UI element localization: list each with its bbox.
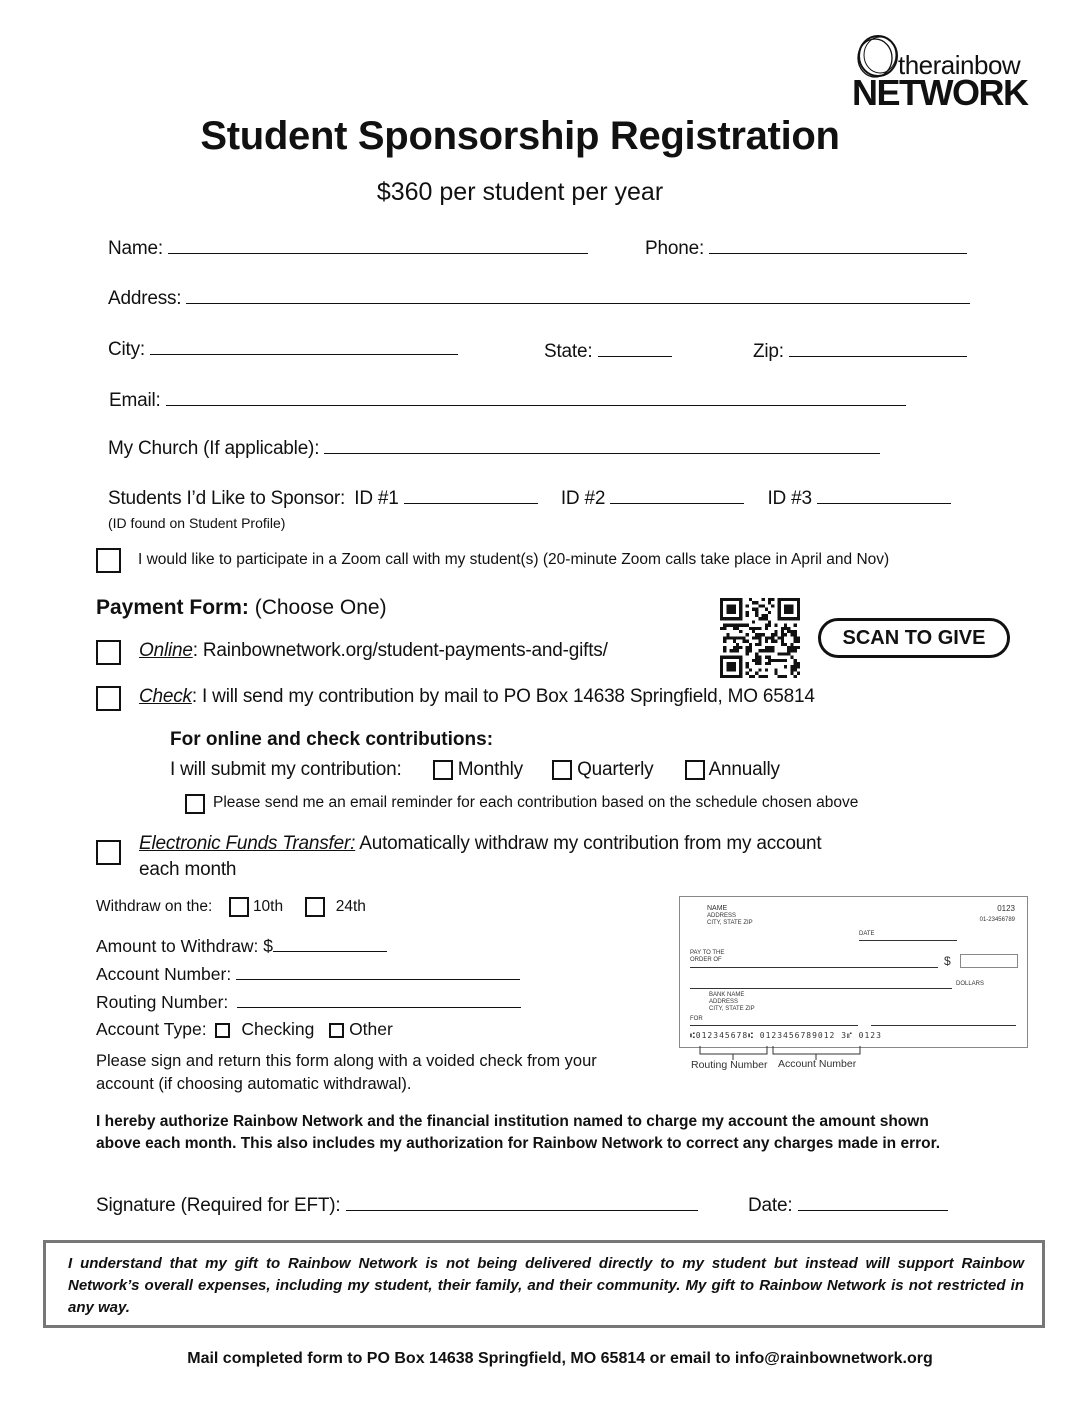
eft-label: Electronic Funds Transfer: bbox=[139, 833, 356, 854]
zoom-call-label: I would like to participate in a Zoom call with my student(s) (20-minute Zoom calls take place in April and Nov) bbox=[138, 551, 890, 568]
eft-instructions-line2: account (if choosing automatic withdrawal). bbox=[96, 1075, 412, 1093]
eft-text: Automatically withdraw my contribution from my account bbox=[355, 833, 822, 854]
day-10th-label: 10th bbox=[252, 898, 284, 916]
zip-input[interactable] bbox=[789, 342, 967, 357]
check-checkbox[interactable] bbox=[96, 686, 121, 711]
email-reminder-checkbox[interactable] bbox=[185, 794, 205, 814]
student-id1-label: ID #1 bbox=[354, 488, 399, 509]
name-input[interactable] bbox=[168, 239, 588, 254]
church-label: My Church (If applicable): bbox=[108, 438, 320, 459]
monthly-label: Monthly bbox=[457, 759, 523, 780]
email-input[interactable] bbox=[166, 391, 906, 406]
check-bank-address: ADDRESS bbox=[709, 999, 739, 1005]
signature-field[interactable] bbox=[96, 1195, 698, 1217]
footer-mail-instructions: Mail completed form to PO Box 14638 Springfield, MO 65814 or email to info@rainbownetwork.org bbox=[187, 1350, 933, 1367]
address-input[interactable] bbox=[186, 289, 970, 304]
routing-number-input[interactable] bbox=[237, 993, 521, 1008]
frequency-label: I will submit my contribution: bbox=[170, 759, 402, 780]
email-reminder-label: Please send me an email reminder for each contribution based on the schedule chosen above bbox=[213, 794, 859, 811]
address-field[interactable] bbox=[108, 288, 970, 310]
account-number-caption: Account Number bbox=[778, 1058, 857, 1070]
check-name: NAME bbox=[707, 905, 728, 912]
phone-field[interactable] bbox=[645, 238, 967, 260]
payment-heading-rest: (Choose One) bbox=[248, 596, 387, 619]
checking-label: Checking bbox=[241, 1019, 315, 1039]
check-bank-city: CITY, STATE ZIP bbox=[709, 1006, 755, 1012]
withdraw-row bbox=[96, 897, 366, 917]
account-type-row bbox=[96, 1019, 393, 1040]
signature-label: Signature (Required for EFT): bbox=[96, 1195, 341, 1216]
student-id3-input[interactable] bbox=[817, 489, 951, 504]
annually-label: Annually bbox=[708, 759, 780, 780]
check-payto-1: PAY TO THE bbox=[690, 950, 725, 956]
name-label: Name: bbox=[108, 238, 163, 259]
day-10th-checkbox[interactable] bbox=[229, 897, 249, 917]
students-row bbox=[108, 488, 951, 510]
online-option bbox=[139, 640, 608, 662]
city-input[interactable] bbox=[150, 340, 458, 355]
online-url[interactable]: : Rainbownetwork.org/student-payments-and-gifts/ bbox=[192, 640, 608, 661]
check-dollars-label: DOLLARS bbox=[956, 981, 985, 987]
email-field[interactable] bbox=[109, 390, 906, 412]
day-24th-checkbox[interactable] bbox=[305, 897, 325, 917]
city-field[interactable] bbox=[108, 339, 458, 361]
zip-label: Zip: bbox=[753, 341, 784, 362]
city-label: City: bbox=[108, 339, 146, 360]
email-label: Email: bbox=[109, 390, 161, 411]
disclaimer-text: I understand that my gift to Rainbow Network is not being delivered directly to my student but instead will support Rainbow Network’s overall expenses, including my student, their family, and their community. My gift to Rainbow Network is not restricted in any way. bbox=[68, 1255, 1024, 1316]
check-number: 0123 bbox=[997, 904, 1015, 913]
eft-checkbox[interactable] bbox=[96, 840, 121, 865]
monthly-checkbox[interactable] bbox=[433, 760, 453, 780]
quarterly-checkbox[interactable] bbox=[552, 760, 572, 780]
payment-heading bbox=[96, 596, 387, 620]
annually-checkbox[interactable] bbox=[685, 760, 705, 780]
eft-instructions bbox=[96, 1050, 597, 1096]
check-date-label: DATE bbox=[859, 931, 875, 937]
online-label: Online bbox=[139, 640, 193, 661]
qr-code-icon[interactable] bbox=[720, 598, 800, 678]
date-field[interactable] bbox=[748, 1195, 948, 1217]
phone-label: Phone: bbox=[645, 238, 705, 259]
eft-text-line2: each month bbox=[139, 859, 237, 880]
disclaimer-box bbox=[43, 1240, 1045, 1328]
check-city: CITY, STATE ZIP bbox=[707, 920, 753, 926]
page-title: Student Sponsorship Registration bbox=[200, 114, 840, 158]
quarterly-label: Quarterly bbox=[577, 759, 654, 780]
address-label: Address: bbox=[108, 288, 182, 309]
other-checkbox[interactable] bbox=[329, 1023, 344, 1038]
state-label: State: bbox=[544, 341, 593, 362]
check-option bbox=[139, 686, 815, 708]
church-input[interactable] bbox=[324, 439, 880, 454]
logo-small-text: therainbow bbox=[898, 50, 1021, 80]
payment-heading-bold: Payment Form: bbox=[96, 596, 249, 619]
student-id3-label: ID #3 bbox=[767, 488, 812, 509]
amount-label: Amount to Withdraw: $ bbox=[96, 936, 274, 956]
day-24th-label: 24th bbox=[335, 898, 366, 916]
student-id2-input[interactable] bbox=[610, 489, 744, 504]
amount-input[interactable] bbox=[273, 937, 387, 952]
amount-field[interactable] bbox=[96, 936, 387, 957]
online-checkbox[interactable] bbox=[96, 640, 121, 665]
scan-to-give-button[interactable]: SCAN TO GIVE bbox=[818, 618, 1010, 658]
page-subtitle: $360 per student per year bbox=[376, 178, 664, 206]
check-dollar-sign: $ bbox=[944, 954, 951, 968]
sample-check-image bbox=[679, 896, 1028, 1048]
check-payto-2: ORDER OF bbox=[690, 957, 722, 963]
account-number-input[interactable] bbox=[236, 965, 520, 980]
check-label: Check bbox=[139, 686, 192, 707]
student-id1-input[interactable] bbox=[404, 489, 538, 504]
student-id2-label: ID #2 bbox=[560, 488, 606, 509]
logo bbox=[852, 34, 1037, 113]
zip-field[interactable] bbox=[753, 341, 967, 363]
eft-option bbox=[139, 833, 822, 855]
phone-input[interactable] bbox=[709, 239, 967, 254]
students-label: Students I’d Like to Sponsor: bbox=[108, 488, 346, 509]
contributions-heading: For online and check contributions: bbox=[170, 729, 494, 750]
withdraw-label: Withdraw on the: bbox=[96, 898, 213, 916]
routing-number-field[interactable] bbox=[96, 992, 521, 1013]
routing-number-label: Routing Number: bbox=[96, 992, 229, 1012]
account-type-label: Account Type: bbox=[96, 1019, 207, 1039]
check-fraction: 01-23456789 bbox=[979, 917, 1015, 923]
date-label: Date: bbox=[748, 1195, 793, 1216]
other-label: Other bbox=[349, 1019, 393, 1039]
checking-checkbox[interactable] bbox=[215, 1023, 230, 1038]
account-number-label: Account Number: bbox=[96, 964, 232, 984]
signature-input[interactable] bbox=[346, 1196, 698, 1211]
check-micr-line: ⑆012345678⑆ 0123456789012 3⑈ 0123 bbox=[690, 1031, 882, 1040]
student-id-note: (ID found on Student Profile) bbox=[108, 515, 286, 531]
frequency-row bbox=[170, 759, 780, 781]
account-number-field[interactable] bbox=[96, 964, 520, 985]
routing-number-caption: Routing Number bbox=[691, 1059, 768, 1071]
eft-instructions-line1: Please sign and return this form along with a voided check from your bbox=[96, 1052, 597, 1070]
check-text: : I will send my contribution by mail to PO Box 14638 Springfield, MO 65814 bbox=[191, 686, 815, 707]
zoom-call-checkbox[interactable] bbox=[96, 548, 121, 573]
state-field[interactable] bbox=[544, 341, 672, 363]
logo-large-text: NETWORK bbox=[852, 72, 1028, 113]
authorization-text: I hereby authorize Rainbow Network and the financial institution named to charge my account the amount shown above each month. This also includes my authorization for Rainbow Network to correct any charges made in error. bbox=[96, 1113, 941, 1152]
check-address: ADDRESS bbox=[707, 913, 737, 919]
church-field[interactable] bbox=[108, 438, 880, 460]
check-for-label: FOR bbox=[690, 1016, 703, 1022]
name-field[interactable] bbox=[108, 238, 588, 260]
state-input[interactable] bbox=[598, 342, 672, 357]
check-bank-name: BANK NAME bbox=[709, 992, 745, 998]
date-input[interactable] bbox=[798, 1196, 948, 1211]
